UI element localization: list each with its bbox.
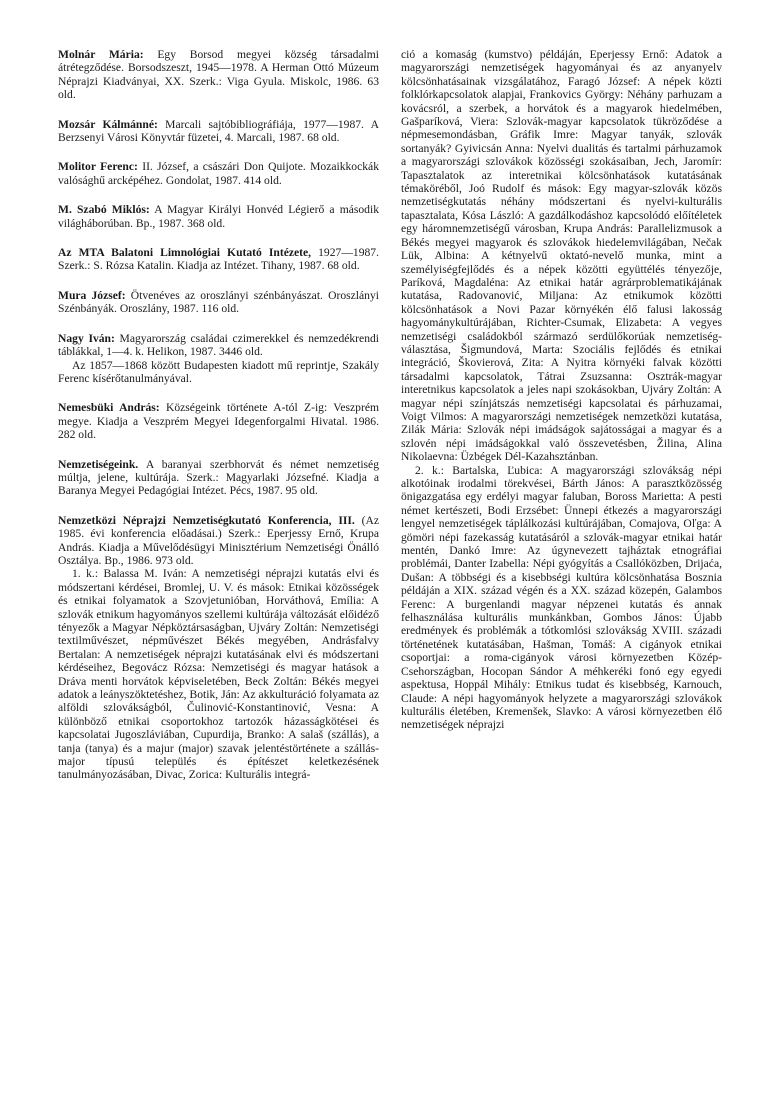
entry-text: 1927—1987. Szerk.: S. Rózsa Katalin. Kiadja az Intézet. Tihany, 1987. 68 old. bbox=[58, 246, 379, 273]
entry-text: A baranyai szerbhorvát és német nemzetiség múltja, jelene, kultúrája. Szerk.: Magyarlaki Józsefné. Kiadja a Baranya Megyei Pedagógiai Intézet. Pécs, 1987. 95 old. bbox=[58, 457, 379, 498]
entry-text: Marcali sajtóbibliográfiája, 1977—1987. A Berzsenyi Városi Könyvtár füzetei, 4. Marcali, 1987. 68 old. bbox=[58, 117, 379, 145]
bib-entry-nemzetisegeink bbox=[58, 458, 379, 498]
two-column-layout bbox=[58, 48, 728, 798]
contents-continuation: ció a komaság (kumstvo) példáján, Eperjessy Ernő: Adatok a magyarországi nemzetiségek hagyományai és az anyanyelv kölcsönhatásainak vizsgálatához, Faragó József: A népek közti folklórkapcsolatok alapjai, Frankovics György: Néhány parhuzam a kovácsról, a szerbek, a horvátok és a magyarok hiedelmében, Gašparíková, Viera: Szlovák-magyar kapcsolatok tükröződése a népmesemondásban, Gráfik Imre: Magyar tanyák, szlovák sortanyák? Gyivicsán Anna: Nyelvi dualitás és tartalmi párhuzamok a magyarországi szlovákok közösségi szokásaiban, Jech, Jaromír: Tapasztalatok az interetnikai kölcsönhatások kutatásának témaköréből, Joó Rudolf és mások: Egy magyar-szlovák közös nemzetiségkutatás néhány módszertani és nyelvi-kulturális tapasztalata, Kósa László: A gazdálkodáshoz kapcsolódó előítéletek egy háromnemzetiségű városban, Krupa András: Parallelizmusok a Békés megyei magyarok és szlovákok hiedelemvilágában, Nečak Lük, Albina: A kétnyelvű oktató-nevelő munka, mint a személyiségfejlődés és a népek közötti együttélés tényezője, Paríková, Magdaléna: Az etnikai határ agrárproblematikájának kutatása, Radovanović, Miljana: Az etnikumok közötti kölcsönhatások a Novi Pazar környékén élő falusi lakosság hagyománykultúrájában, Richter-Csumak, Elizabeta: A vegyes nemzetiségi családokból származó serdülőkorúak nemzetiség-választása, Šigmundová, Marta: Szociális fejlődés és etnikai integráció, Škovierová, Zita: A Nyitra környéki falvak közötti társadalmi kapcsolatok, Tátrai Zsuzsanna: Osztrák-magyar interetnikus kapcsolatok a jeles napi szokásokban, Ujváry Zoltán: A magyar népi színjátszás nemzetiségi kapcsolatai és párhuzamai, Voigt Vilmos: A magyarországi nemzetiségek nemzetközi kutatása, Zilák Mária: Szlovák népi imádságok sajátosságai a magyar és a szlovén népi imádságokkal való összevetésben, Žilina, Alina Nikolaevna: Üzbégek Dél-Kazahsztánban. bbox=[401, 48, 722, 464]
entry-text: Egy Borsod megyei község társadalmi átrétegződése. Borsodszeszt, 1945—1978. A Herman Ottó Múzeum Néprajzi Kiadványai, XX. Szerk.: Viga Gyula. Miskolc, 1986. 63 old. bbox=[58, 48, 379, 102]
entry-text: (Az 1985. évi konferencia előadásai.) Szerk.: Eperjessy Ernő, Krupa András. Kiadja a Művelődésügyi Minisztérium Nemzetiségi Önálló Osztálya. Bp., 1986. 973 old. bbox=[58, 513, 379, 567]
bib-entry-mozsar bbox=[58, 118, 379, 145]
entry-head: Molitor Ferenc: bbox=[58, 160, 138, 174]
entry-text: II. József, a császári Don Quijote. Mozaikkockák valósághű arcképéhez. Gondolat, 1987. 414 old. bbox=[58, 160, 379, 187]
bib-entry-nemzetkozi bbox=[58, 514, 379, 782]
entry-head: Nemesbüki András: bbox=[58, 401, 160, 415]
entry-head: Nemzetközi Néprajzi Nemzetiségkutató Konferencia, III. bbox=[58, 513, 355, 527]
entry-head: Nagy Iván: bbox=[58, 331, 115, 345]
bib-entry-mura bbox=[58, 289, 379, 316]
entry-contents-vol2: 2. k.: Bartalska, Ľubica: A magyarországi szlovákság népi alkotóinak irodalmi törekvései, Bárth János: A parasztközösség önigazgatása egy erdélyi magyar faluban, Boross Marietta: A pesti német kertészeti, Bodi Erzsébet: Ünnepi étkezés a magyarországi lengyel nemzetiségek táplálkozási kultúrájában, Comajova, Oľga: A gömöri népi fazekasság kutatásáról a szlovák-magyar etnikai határ mentén, Dankó Imre: Az úgynevezett tajháztak etnográfiai problémái, Danter Izabella: Népi gyógyítás a Csallóközben, Drijaća, Dušan: A többségi és a kisebbségi kultúra kölcsönhatása Bosznia példáján a XIX. század végén és a XX. század közepén, Galambos Ferenc: A burgenlandi magyar népzenei kutatás és annak felhasználása kulturális munkánkban, Gombos János: Újabb eredmények és problémák a tótkomlósi szlovákság XVIII. századi történetének kutatásában, Hašman, Tomáš: A cigányok etnikai csoportjai: a roma-cigányok városi környezetben Közép-Csehországban, Hocopan Sándor A méhkeréki fonó egy egyedi aspektusa, Hoppál Mihály: Etnikus tudat és kisebbség, Karnouch, Claude: A népi hagyományok helyzete a magyarországi szlovákok kulturális életében, Kremenšek, Slavko: A városi környezetben élő nemzetiségek néprajzi bbox=[401, 463, 722, 732]
bib-entry-nemesbuki bbox=[58, 401, 379, 441]
entry-head: Mura József: bbox=[58, 288, 126, 302]
entry-contents-vol1: 1. k.: Balassa M. Iván: A nemzetiségi néprajzi kutatás elvi és módszertani kérdései, Bromlej, U. V. és mások: Etnikai közösségek és etnikai folyamatok a Szovjetunióban, Horváthová, Emília: A szlovák etnikum hagyományos szellemi kultúrája változását előidéző tényezők a Magyar Népköztársaságban, Ujváry Zoltán: Nemzetiségi textilművészet, népművészet Békés megyében, Andrásfalvy Bertalan: A nemzetiségek néprajzi kutatásának elvi és módszertani kérdéseihez, Begovácz Rózsa: Nemzetiségi és magyar hatások a Dráva menti horvátok képviseletében, Beck Zoltán: Békés megyei adatok a leányszöktetéshez, Botik, Ján: Az akkulturáció folyamata az alföldi szlovákságból, Čulinović-Konstantinović, Vesna: A különböző etnikai csoportokhoz tartozók házasságkötései és kapcsolatai Jugoszláviában, Cupurdija, Branko: A salaš (szállás), a tanja (tanya) és a majur (major) szavak jelentéstörténete a szállás-major típusú település és építészet keletkezésének tanulmányozásában, Divac, Zorica: Kulturális integrá- bbox=[58, 567, 379, 782]
entry-text: Magyarország családai czimerekkel és nemzedékrendi táblákkal, 1—4. k. Helikon, 1987. 3446 old. bbox=[58, 331, 380, 359]
left-column bbox=[58, 48, 379, 798]
entry-head: Az MTA Balatoni Limnológiai Kutató Intézete, bbox=[58, 246, 312, 260]
entry-head: Nemzetiségeink. bbox=[58, 457, 139, 471]
entry-head: Molnár Mária: bbox=[58, 48, 144, 61]
bib-entry-nagy bbox=[58, 332, 379, 386]
entry-note: Az 1857—1868 között Budapesten kiadott mű reprintje, Szakály Ferenc kísérőtanulmányával. bbox=[58, 358, 379, 385]
entry-head: M. Szabó Miklós: bbox=[58, 203, 150, 217]
bib-entry-mta bbox=[58, 246, 379, 273]
entry-head: Mozsár Kálmánné: bbox=[58, 117, 158, 131]
entry-text: Ötvenéves az oroszlányi szénbányászat. Oroszlányi Szénbányák. Oroszlány, 1987. 116 old. bbox=[58, 288, 379, 316]
right-column bbox=[401, 48, 722, 798]
bib-entry-molitor bbox=[58, 160, 379, 187]
entry-text: Községeink története A-tól Z-ig: Veszprém megye. Kiadja a Veszprém Megyei Idegenforgalmi Hivatal. 1986. 282 old. bbox=[58, 401, 379, 442]
entry-text: A Magyar Királyi Honvéd Légierő a második világháborúban. Bp., 1987. 368 old. bbox=[58, 203, 379, 230]
bib-entry-molnar bbox=[58, 48, 379, 102]
bib-entry-szabo bbox=[58, 203, 379, 230]
